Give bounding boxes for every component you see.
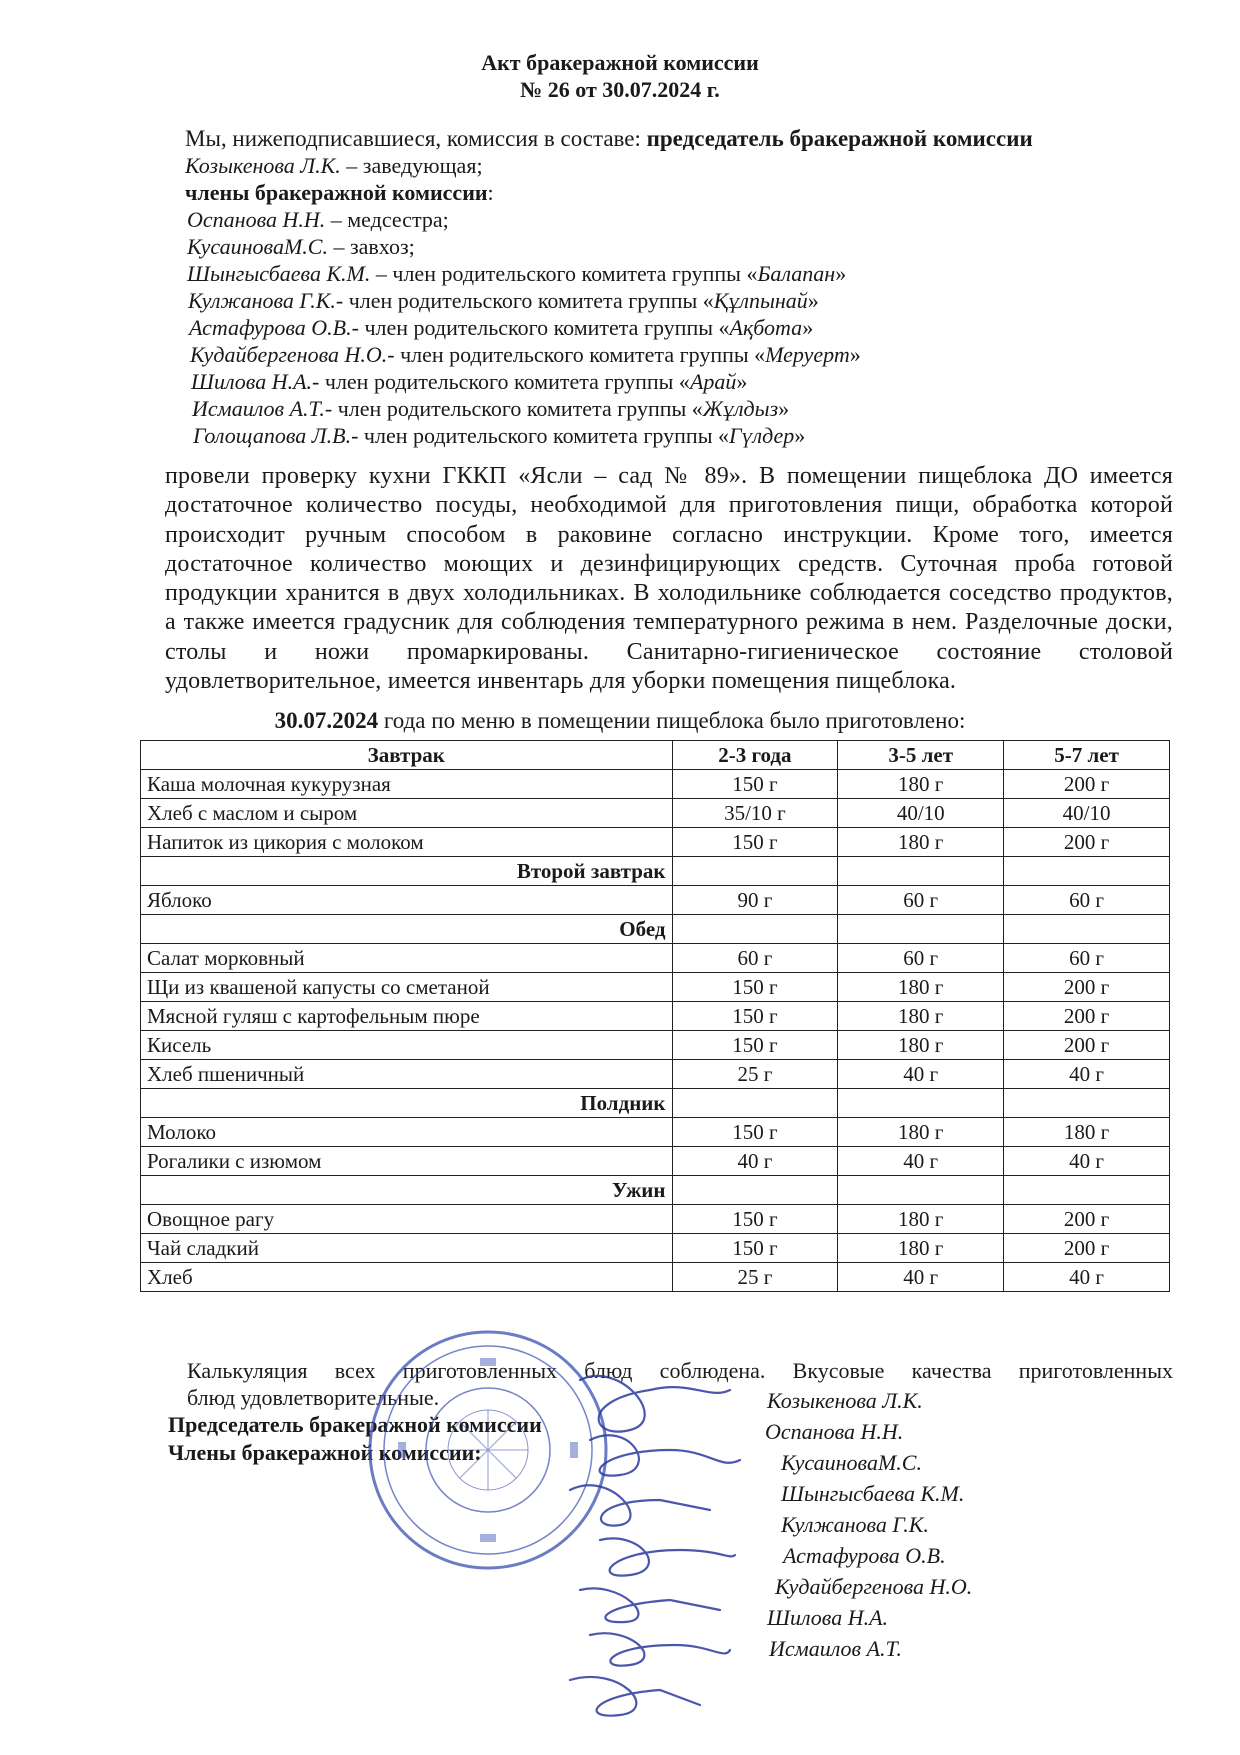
dish-name: Щи из квашеной капусты со сметаной: [141, 973, 673, 1002]
menu-empty-cell: [672, 857, 838, 886]
menu-table: [140, 740, 1170, 1292]
signatory-name: Оспанова Н.Н.: [765, 1419, 904, 1444]
portion-cell: 40/10: [1004, 799, 1170, 828]
portion-cell: 200 г: [1004, 973, 1170, 1002]
document-title: Акт бракеражной комиссии: [481, 50, 759, 75]
chair-signature-label: Председатель бракеражной комиссии: [168, 1412, 542, 1437]
members-signature-label: Члены бракеражной комиссии:: [168, 1440, 482, 1465]
portion-cell: 150 г: [672, 770, 838, 799]
menu-section-title: Полдник: [141, 1089, 673, 1118]
menu-section-title: Обед: [141, 915, 673, 944]
dish-name: Салат морковный: [141, 944, 673, 973]
member-name: Астафурова О.В.: [189, 315, 352, 340]
table-row: [141, 799, 1170, 828]
dish-name: Овощное рагу: [141, 1205, 673, 1234]
portion-cell: 180 г: [838, 828, 1004, 857]
portion-cell: 40 г: [1004, 1263, 1170, 1292]
member-name: Голощапова Л.В.: [193, 423, 352, 448]
menu-empty-cell: [1004, 1176, 1170, 1205]
portion-cell: 180 г: [838, 973, 1004, 1002]
member-name: КусаиноваМ.С.: [187, 234, 328, 259]
member-line: [192, 396, 789, 422]
portion-cell: 60 г: [672, 944, 838, 973]
portion-cell: 180 г: [838, 1118, 1004, 1147]
member-group: Гүлдер: [728, 423, 795, 448]
portion-cell: 150 г: [672, 973, 838, 1002]
portion-cell: 40/10: [838, 799, 1004, 828]
member-group: Балапан: [757, 261, 836, 286]
menu-section-row: [141, 857, 1170, 886]
table-row: [141, 1234, 1170, 1263]
member-line: [187, 261, 846, 287]
member-line: [191, 369, 747, 395]
handwritten-signatures-icon: [560, 1360, 760, 1730]
dish-name: Хлеб с маслом и сыром: [141, 799, 673, 828]
table-row: [141, 828, 1170, 857]
portion-cell: 180 г: [838, 1002, 1004, 1031]
member-group: Меруерт: [765, 342, 850, 367]
document-number: № 26 от 30.07.2024 г.: [520, 77, 720, 102]
portion-cell: 180 г: [838, 1031, 1004, 1060]
portion-cell: 200 г: [1004, 1234, 1170, 1263]
portion-cell: 200 г: [1004, 1031, 1170, 1060]
portion-cell: 60 г: [1004, 944, 1170, 973]
member-group: Арай: [689, 369, 737, 394]
table-row: [141, 770, 1170, 799]
member-line: [190, 342, 861, 368]
portion-cell: 40 г: [838, 1147, 1004, 1176]
portion-cell: 200 г: [1004, 1205, 1170, 1234]
member-line: [187, 207, 449, 233]
member-role: - член родительского комитета группы «: [387, 342, 766, 367]
member-group-close: »: [849, 342, 861, 367]
table-row: [141, 1263, 1170, 1292]
member-name: Исмаилов А.Т.: [192, 396, 325, 421]
commission-intro: Мы, нижеподписавшиеся, комиссия в составе: председатель бракеражной комиссии: [185, 126, 1033, 151]
dish-name: Каша молочная кукурузная: [141, 770, 673, 799]
portion-cell: 200 г: [1004, 828, 1170, 857]
portion-cell: 40 г: [1004, 1147, 1170, 1176]
signatory-name: Кудайбергенова Н.О.: [775, 1574, 973, 1599]
member-group-close: »: [807, 288, 819, 313]
portion-cell: 60 г: [838, 944, 1004, 973]
dish-name: Рогалики с изюмом: [141, 1147, 673, 1176]
col-age-2-3: 2-3 года: [672, 741, 838, 770]
portion-cell: 200 г: [1004, 1002, 1170, 1031]
member-role: – медсестра;: [325, 207, 449, 232]
member-group: Ақбота: [729, 315, 803, 340]
portion-cell: 35/10 г: [672, 799, 838, 828]
portion-cell: 150 г: [672, 1002, 838, 1031]
portion-cell: 180 г: [1004, 1118, 1170, 1147]
member-group-close: »: [778, 396, 790, 421]
portion-cell: 40 г: [1004, 1060, 1170, 1089]
member-name: Шилова Н.А.: [191, 369, 313, 394]
member-role: - член родительского комитета группы «: [335, 288, 714, 313]
signatory-name: Кулжанова Г.К.: [781, 1512, 929, 1537]
menu-header-row: [141, 741, 1170, 770]
signatory-name: Шилова Н.А.: [767, 1605, 889, 1630]
dish-name: Чай сладкий: [141, 1234, 673, 1263]
col-age-5-7: 5-7 лет: [1004, 741, 1170, 770]
portion-cell: 25 г: [672, 1263, 838, 1292]
signatory-name: Исмаилов А.Т.: [769, 1636, 902, 1661]
dish-name: Яблоко: [141, 886, 673, 915]
portion-cell: 180 г: [838, 1234, 1004, 1263]
table-row: [141, 886, 1170, 915]
table-row: [141, 1205, 1170, 1234]
member-group-close: »: [794, 423, 806, 448]
member-line: [187, 234, 415, 260]
menu-empty-cell: [838, 1176, 1004, 1205]
menu-section-row: [141, 1089, 1170, 1118]
menu-section-row: [141, 915, 1170, 944]
portion-cell: 150 г: [672, 828, 838, 857]
menu-empty-cell: [838, 857, 1004, 886]
portion-cell: 180 г: [838, 1205, 1004, 1234]
signatory-name: КусаиноваМ.С.: [781, 1450, 922, 1475]
table-row: [141, 1118, 1170, 1147]
conclusion-line-2: блюд удовлетворительные.: [187, 1385, 440, 1410]
menu-section-row: [141, 1176, 1170, 1205]
signatory-name: Астафурова О.В.: [783, 1543, 946, 1568]
menu-empty-cell: [672, 915, 838, 944]
dish-name: Хлеб: [141, 1263, 673, 1292]
table-row: [141, 973, 1170, 1002]
table-row: [141, 1002, 1170, 1031]
menu-empty-cell: [672, 1176, 838, 1205]
member-line: [188, 288, 819, 314]
member-group-close: »: [736, 369, 748, 394]
menu-empty-cell: [672, 1089, 838, 1118]
portion-cell: 25 г: [672, 1060, 838, 1089]
signature-names: [765, 1385, 972, 1664]
portion-cell: 40 г: [838, 1060, 1004, 1089]
menu-empty-cell: [1004, 857, 1170, 886]
member-role: - член родительского комитета группы «: [351, 423, 729, 448]
col-meal: Завтрак: [141, 741, 673, 770]
portion-cell: 90 г: [672, 886, 838, 915]
portion-cell: 200 г: [1004, 770, 1170, 799]
portion-cell: 60 г: [838, 886, 1004, 915]
portion-cell: 40 г: [672, 1147, 838, 1176]
menu-empty-cell: [838, 1089, 1004, 1118]
member-role: – завхоз;: [327, 234, 415, 259]
member-name: Шынгысбаева К.М.: [187, 261, 371, 286]
table-row: [141, 1147, 1170, 1176]
col-age-3-5: 3-5 лет: [838, 741, 1004, 770]
signatory-name: Шынгысбаева К.М.: [781, 1481, 965, 1506]
dish-name: Мясной гуляш с картофельным пюре: [141, 1002, 673, 1031]
inspection-text: провели проверку кухни ГККП «Ясли – сад № 89». В помещении пищеблока ДО имеется достаточное количество посуды, необходимой для приготовления пищи, обработка которой происходит ручным способом в раковине согласно инструкции. Кроме того, имеется достаточное количество моющих и дезинфицирующих средств. Суточная проба готовой продукции хранится в двух холодильниках. В холодильнике соблюдается соседство продуктов, а также имеется градусник для соблюдения температурного режима в нем. Разделочные доски, столы и ножи промаркированы. Санитарно-гигиеническое состояние столовой удовлетворительное, имеется инвентарь для уборки помещения пищеблока.: [165, 463, 1173, 695]
commission-chair: Козыкенова Л.К. – заведующая;: [185, 153, 483, 178]
members-heading: члены бракеражной комиссии:: [185, 180, 494, 205]
menu-empty-cell: [1004, 915, 1170, 944]
member-group-close: »: [802, 315, 814, 340]
member-group: Құлпынай: [713, 288, 808, 313]
conclusion-line-1: Калькуляция всех приготовленных блюд соблюдена. Вкусовые качества приготовленных: [187, 1358, 1173, 1383]
portion-cell: 150 г: [672, 1234, 838, 1263]
portion-cell: 150 г: [672, 1205, 838, 1234]
portion-cell: 150 г: [672, 1031, 838, 1060]
table-row: [141, 1060, 1170, 1089]
member-group: Жұлдыз: [702, 396, 779, 421]
portion-cell: 60 г: [1004, 886, 1170, 915]
dish-name: Кисель: [141, 1031, 673, 1060]
member-line: [189, 315, 813, 341]
dish-name: Хлеб пшеничный: [141, 1060, 673, 1089]
menu-empty-cell: [1004, 1089, 1170, 1118]
menu-intro: 30.07.2024 года по меню в помещении пищеблока было приготовлено:: [274, 708, 966, 733]
member-role: - член родительского комитета группы «: [324, 396, 703, 421]
menu-empty-cell: [838, 915, 1004, 944]
portion-cell: 40 г: [838, 1263, 1004, 1292]
table-row: [141, 1031, 1170, 1060]
signatory-name: Козыкенова Л.К.: [767, 1388, 923, 1413]
member-group-close: »: [835, 261, 847, 286]
member-role: - член родительского комитета группы «: [312, 369, 690, 394]
member-line: [193, 423, 805, 449]
member-role: - член родительского комитета группы «: [351, 315, 730, 340]
menu-section-title: Ужин: [141, 1176, 673, 1205]
member-name: Оспанова Н.Н.: [187, 207, 326, 232]
menu-section-title: Второй завтрак: [141, 857, 673, 886]
dish-name: Напиток из цикория с молоком: [141, 828, 673, 857]
portion-cell: 150 г: [672, 1118, 838, 1147]
dish-name: Молоко: [141, 1118, 673, 1147]
portion-cell: 180 г: [838, 770, 1004, 799]
member-name: Кулжанова Г.К.: [188, 288, 336, 313]
member-role: – член родительского комитета группы «: [370, 261, 758, 286]
member-name: Кудайбергенова Н.О.: [190, 342, 388, 367]
table-row: [141, 944, 1170, 973]
